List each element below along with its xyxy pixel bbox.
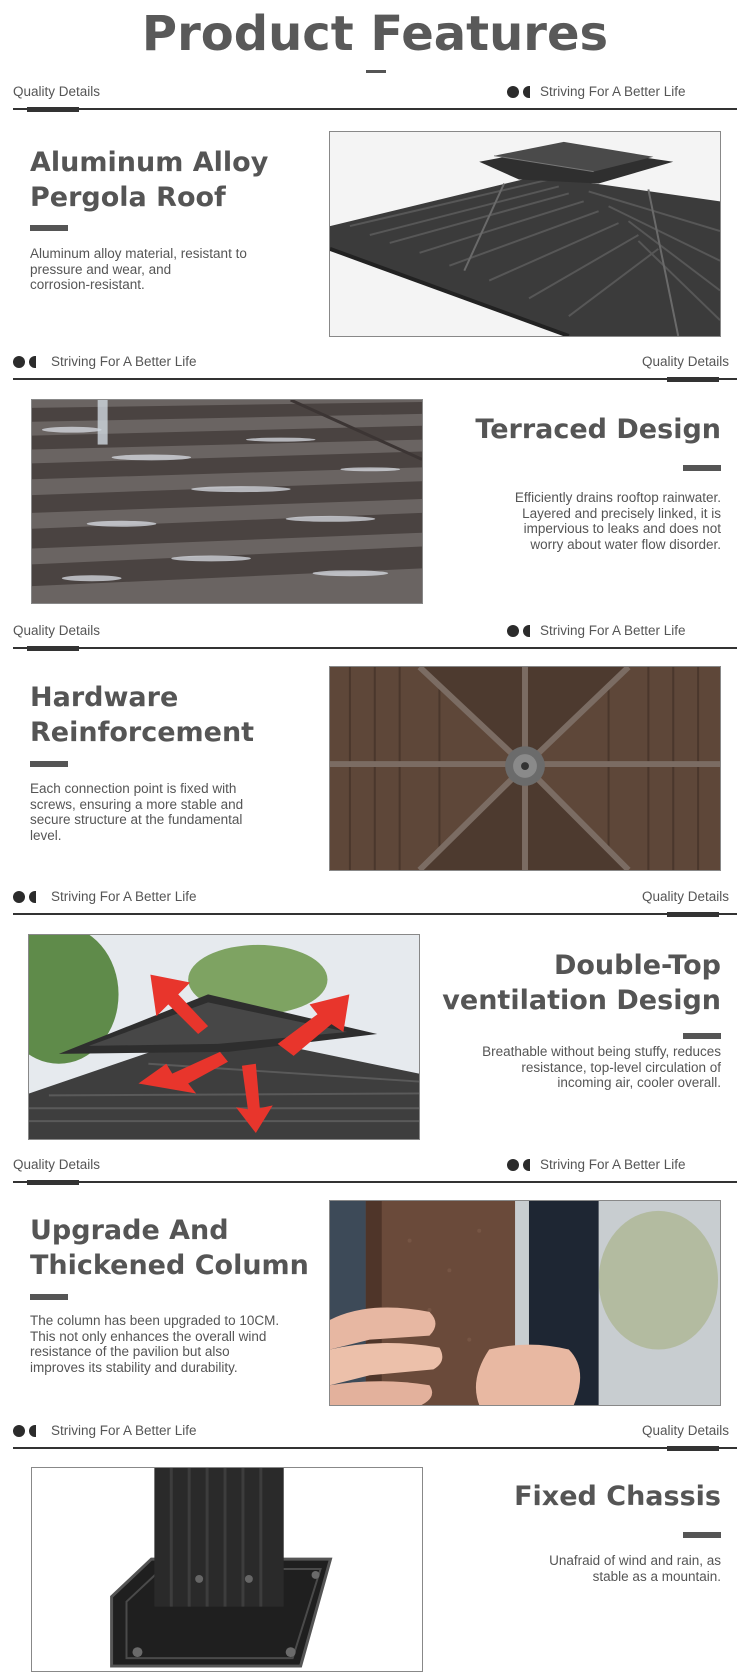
dots-icon bbox=[13, 355, 43, 369]
section-divider-6 bbox=[13, 1419, 737, 1449]
chassis-photo bbox=[31, 1467, 423, 1672]
feature-accent-bar bbox=[30, 761, 68, 767]
ventilation-photo bbox=[28, 934, 420, 1140]
section-divider-3 bbox=[13, 619, 737, 649]
section-divider-1 bbox=[13, 80, 737, 110]
quality-details-label: Quality Details bbox=[642, 354, 730, 369]
feature-title: Hardware Reinforcement bbox=[30, 682, 255, 748]
section-divider-2 bbox=[13, 350, 737, 380]
slogan-label: Striving For A Better Life bbox=[51, 889, 197, 904]
dots-icon bbox=[507, 85, 537, 99]
feature-accent-bar bbox=[683, 1532, 721, 1538]
slogan-label: Striving For A Better Life bbox=[540, 1157, 686, 1172]
feature-description: Breathable without being stuffy, reduces resistance, top-level circulation of incoming air, cooler overall. bbox=[482, 1044, 721, 1090]
quality-details-label: Quality Details bbox=[13, 84, 101, 99]
roof-photo bbox=[329, 131, 721, 337]
feature-description: The column has been upgraded to 10CM. This not only enhances the overall wind resistance of the pavilion but also improves its stability and durability. bbox=[30, 1313, 280, 1375]
feature-accent-bar bbox=[30, 1294, 68, 1300]
section-divider-5 bbox=[13, 1153, 737, 1183]
feature-accent-bar bbox=[30, 225, 68, 231]
dots-icon bbox=[13, 1424, 43, 1438]
quality-details-label: Quality Details bbox=[13, 623, 101, 638]
page-title: Product Features bbox=[141, 6, 609, 62]
feature-description: Efficiently drains rooftop rainwater. Layered and precisely linked, it is impervious to leaks and does not worry about water flow disorder. bbox=[514, 490, 721, 552]
quality-details-label: Quality Details bbox=[642, 1423, 730, 1438]
slogan-label: Striving For A Better Life bbox=[540, 84, 686, 99]
slogan-label: Striving For A Better Life bbox=[540, 623, 686, 638]
dots-icon bbox=[13, 890, 43, 904]
feature-accent-bar bbox=[683, 1033, 721, 1039]
feature-title: Upgrade And Thickened Column bbox=[30, 1215, 309, 1281]
feature-description: Each connection point is fixed with screws, ensuring a more stable and secure structure at the fundamental level. bbox=[30, 781, 244, 843]
slogan-label: Striving For A Better Life bbox=[51, 1423, 197, 1438]
rain-roof-photo bbox=[31, 399, 423, 604]
quality-details-label: Quality Details bbox=[13, 1157, 101, 1172]
slogan-label: Striving For A Better Life bbox=[51, 354, 197, 369]
title-underline bbox=[366, 70, 386, 73]
dots-icon bbox=[507, 624, 537, 638]
feature-accent-bar bbox=[683, 465, 721, 471]
feature-description: Unafraid of wind and rain, as stable as a mountain. bbox=[549, 1553, 721, 1584]
dots-icon bbox=[507, 1158, 537, 1172]
feature-title: Double-Top ventilation Design bbox=[442, 950, 721, 1016]
feature-title: Terraced Design bbox=[475, 414, 721, 445]
section-divider-4 bbox=[13, 885, 737, 915]
feature-title: Aluminum Alloy Pergola Roof bbox=[30, 147, 269, 213]
column-photo bbox=[329, 1200, 721, 1406]
feature-description: Aluminum alloy material, resistant to pressure and wear, and corrosion-resistant. bbox=[30, 246, 247, 292]
ceiling-photo bbox=[329, 666, 721, 871]
quality-details-label: Quality Details bbox=[642, 889, 730, 904]
feature-title: Fixed Chassis bbox=[514, 1481, 721, 1512]
